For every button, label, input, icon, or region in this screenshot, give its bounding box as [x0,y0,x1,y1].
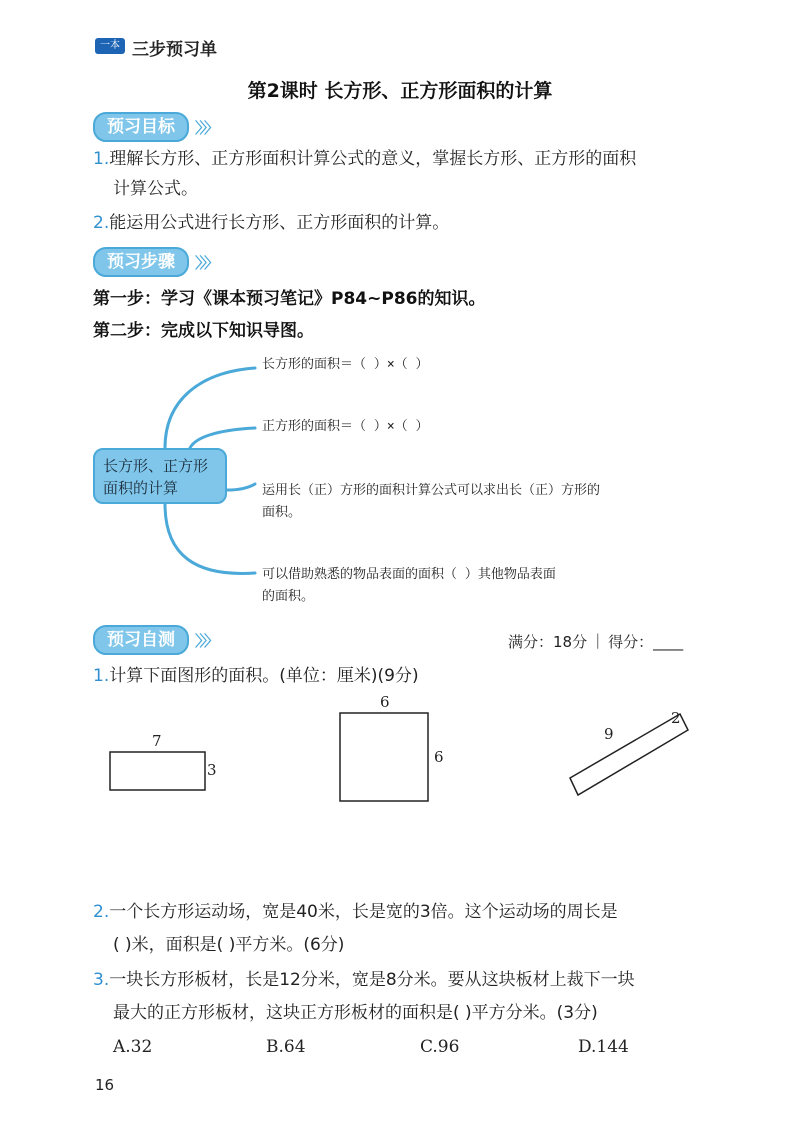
mindmap-branch-line: 长方形的面积＝（ ）×（ ） [262,357,429,372]
score-full: 满分：18分 [508,633,588,651]
goal-text: 理解长方形、正方形面积计算公式的意义，掌握长方形、正方形的面积 [109,149,637,169]
goal-number: 1. [93,149,110,169]
lesson-title: 第2课时 长方形、正方形面积的计算 [247,80,553,102]
question-text: 一块长方形板材，长是12分米，宽是8分米。要从这块板材上裁下一块 [109,970,635,990]
question-number: 2. [93,902,110,922]
goal-text: 能运用公式进行长方形、正方形面积的计算。 [109,213,450,233]
figure-2-side-label: 6 [434,748,444,766]
figure-1-side-label: 3 [207,761,217,779]
chevron-right-icon: 〉〉〉 [195,253,217,272]
question-number: 1. [93,666,110,686]
question-text: 计算下面图形的面积。(单位：厘米)(9分) [109,666,419,686]
mindmap-branch-line: 可以借助熟悉的物品表面的面积（ ）其他物品表面 [262,567,556,582]
mindmap-branch-line: 的面积。 [262,589,315,604]
section-goals-pill: 预习目标 [93,112,189,142]
figure-1-top-label: 7 [152,732,162,750]
chevron-right-icon: 〉〉〉 [195,118,217,137]
section-test-pill: 预习自测 [93,625,189,655]
figure-2-top-label: 6 [380,693,390,711]
question-text: ( )米，面积是( )平方米。(6分) [113,935,345,955]
goal-number: 2. [93,213,110,233]
step-2: 第二步：完成以下知识导图。 [93,321,314,341]
figure-rectangle [110,752,205,790]
figure-3-short-label: 2 [671,709,681,727]
mindmap-branch-line: 运用长（正）方形的面积计算公式可以求出长（正）方形的 [262,483,601,498]
option-a[interactable]: A.32 [113,1037,153,1057]
option-b[interactable]: B.64 [266,1037,306,1057]
goal-text: 计算公式。 [113,179,198,199]
section-steps-pill: 预习步骤 [93,247,189,277]
score-got: 得分：____ [608,633,684,651]
question-2-cont [113,930,344,960]
question-3-cont [113,998,598,1028]
figure-3-long-label: 9 [604,725,614,743]
question-text: 一个长方形运动场，宽是40米，长是宽的3倍。这个运动场的周长是 [109,902,618,922]
question-number: 3. [93,970,110,990]
question-2 [93,897,618,927]
step-1: 第一步：学习《课本预习笔记》P84~P86的知识。 [93,289,486,309]
brand-logo: 一本 [95,38,125,54]
question-text: 最大的正方形板材，这块正方形板材的面积是( )平方分米。(3分) [113,1003,598,1023]
mindmap-center-line: 面积的计算 [103,479,179,497]
mindmap-center-line: 长方形、正方形 [103,457,209,475]
chevron-right-icon: 〉〉〉 [195,631,217,650]
mindmap-branch-line: 面积。 [262,505,302,520]
figure-square [340,713,428,801]
brand-name: 三步预习单 [132,40,217,60]
page-number: 16 [95,1076,115,1094]
question-3 [93,965,635,995]
option-d[interactable]: D.144 [578,1037,629,1057]
mindmap-branch-line: 正方形的面积＝（ ）×（ ） [262,419,429,434]
score-separator: | [595,631,601,649]
option-c[interactable]: C.96 [420,1037,460,1057]
